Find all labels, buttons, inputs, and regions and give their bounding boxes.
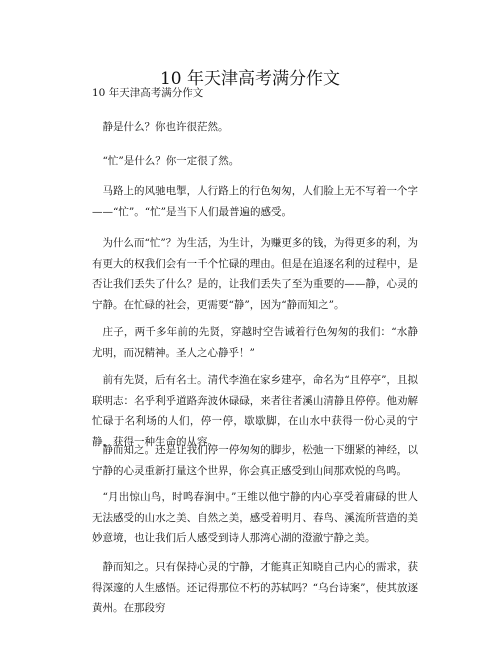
paragraph: “月出惊山鸟，时鸣春涧中。”王维以他宁静的内心享受着庸碌的世人无法感受的山水之美、自然之美，感受着明月、春鸟、溪流所营造的美妙意境，也让我们后人感受到诗人那湾心湖的澄澈宁静之美。: [92, 491, 418, 544]
paragraph: 为什么而“忙”？为生活，为生计，为赚更多的钱，为得更多的利，为有更大的权我们会有一千个忙碌的理由。但是在追逐名利的过程中，是否让我们丢失了什么？是的，让我们丢失了至为重要的——静，心灵的宁静。在忙碌的社会，更需要“静”，因为“静而知之”。: [92, 237, 418, 311]
paragraph: 静而知之。还是让我们停一停匆匆的脚步，松弛一下绷紧的神经，以宁静的心灵重新打量这个世界，你会真正感受到山间那欢悦的鸟鸣。: [92, 444, 418, 477]
document-subtitle: 10 年天津高考满分作文: [92, 87, 204, 99]
document-title: 10 年天津高考满分作文: [159, 69, 341, 90]
paragraph: 前有先贤，后有名士。清代李渔在家乡建亭，命名为“且停亭”，且拟联明志：名乎利乎道路奔波休碌碌，来者往者溪山清静且停停。他劝解忙碌于名利场的人们，停一停，歇歇脚，在山水中获得一份心灵的宁静，获得一种生命的从容。: [92, 374, 418, 448]
paragraph: 庄子，两千多年前的先贤，穿越时空告诫着行色匆匆的我们：“水静尤明，而况精神。圣人之心静乎！”: [92, 326, 418, 359]
paragraph: “忙”是什么？你一定很了然。: [102, 155, 240, 167]
paragraph: 静是什么？你也许很茫然。: [102, 121, 229, 133]
paragraph: 马路上的风驰电掣，人行路上的行色匆匆，人们脸上无不写着一个字——“忙”。“忙”是当下人们最普遍的感受。: [92, 185, 418, 218]
paragraph: 静而知之。只有保持心灵的宁静，才能真正知晓自己内心的需求，获得深邃的人生感悟。还记得那位不朽的苏轼吗？“乌台诗案”，使其放逐黄州。在那段穷: [92, 561, 418, 614]
